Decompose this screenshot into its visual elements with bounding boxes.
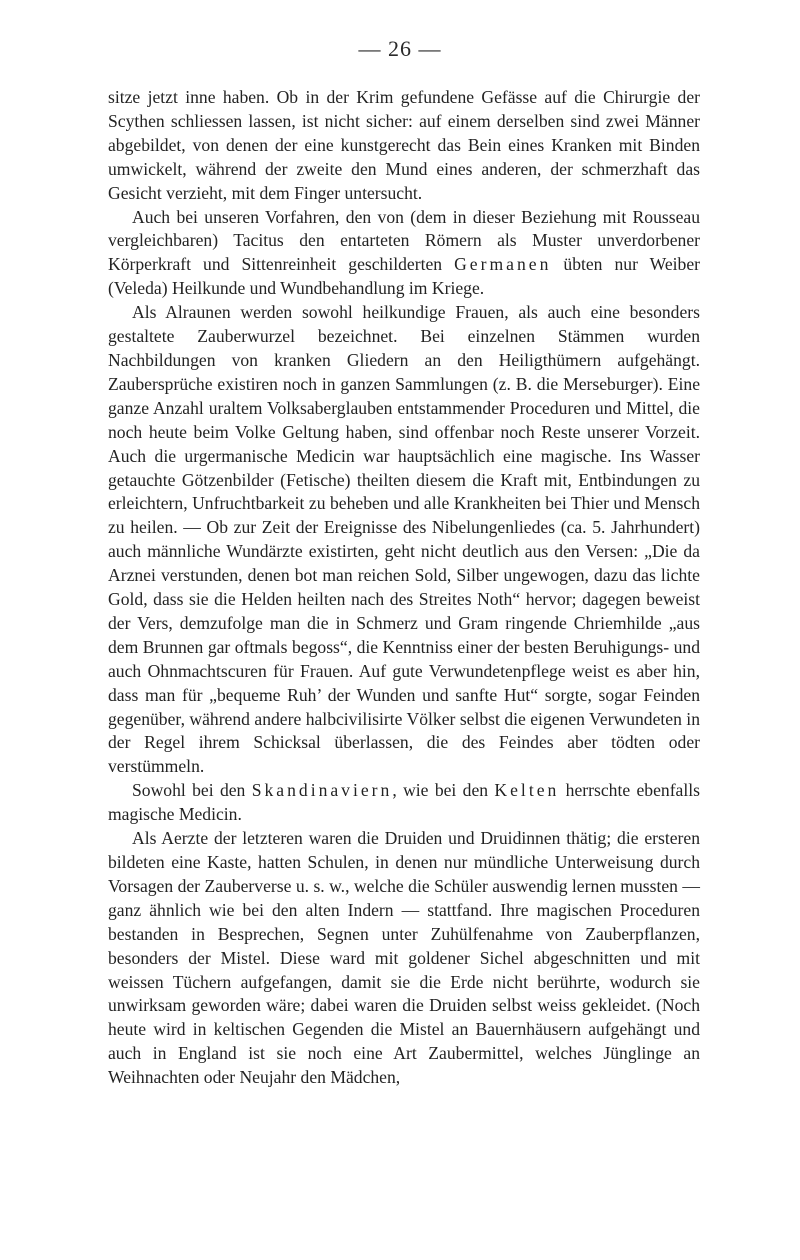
- paragraph: [108, 827, 700, 1090]
- paragraph-text: Als Aerzte der letzteren waren die Druiden und Druidinnen thätig; die ersteren bildeten eine Kaste, hatten Schulen, in denen nur mündliche Unterweisung durch Vorsagen der Zauberverse u. s. w., welche die Schüler auswendig lernen mussten — ganz ähnlich wie bei den alten Indern — stattfand. Ihre magischen Proceduren bestanden in Besprechen, Segnen unter Zuhülfenahme von Zauberpflanzen, besonders der Mistel. Diese ward mit goldener Sichel abgeschnitten und mit weissen Tüchern aufgefangen, damit sie die Erde nicht berührte, wodurch sie unwirksam geworden wäre; dabei waren die Druiden selbst weiss gekleidet. (Noch heute wird in keltischen Gegenden die Mistel an Bauernhäusern aufgehängt und auch in England ist sie noch eine Art Zaubermittel, welches Jünglinge an Weihnachten oder Neujahr den Mädchen,: [108, 828, 700, 1088]
- paragraph-text: übten nur Weiber (Veleda) Heilkunde und Wundbehandlung im Kriege.: [108, 254, 701, 299]
- page-number: — 26 —: [358, 36, 442, 61]
- paragraph-text: Auch bei unseren Vorfahren, den von (dem in dieser Beziehung mit Rousseau vergleichbaren) Tacitus den entarteten Römern als Muster unverdorbener Körperkraft und Sittenreinheit geschilderten: [108, 206, 700, 275]
- paragraph-text: herrschte ebenfalls magische Medicin.: [108, 780, 700, 825]
- paragraph: [108, 779, 700, 827]
- paragraph: [108, 206, 700, 302]
- paragraph-text: , wie bei den: [392, 780, 495, 801]
- paragraph: [108, 301, 700, 779]
- emphasized-term-kelten: Kelten: [494, 780, 560, 801]
- emphasized-term-skandinaviern: Skandinaviern: [251, 780, 393, 801]
- paragraph-text: sitze jetzt inne haben. Ob in der Krim gefundene Gefässe auf die Chirurgie der Scythen schliessen lassen, ist nicht sicher: auf einem derselben sind zwei Männer abgebildet, von denen der eine kunstgerecht das Bein eines Kranken mit Binden umwickelt, während der zweite den Mund eines anderen, der schmerzhaft das Gesicht verzieht, mit dem Finger untersucht.: [108, 87, 700, 203]
- paragraph-text: Sowohl bei den: [132, 780, 252, 801]
- paragraph: [108, 86, 700, 206]
- paragraph-text: Als Alraunen werden sowohl heilkundige Frauen, als auch eine besonders gestaltete Zauberwurzel bezeichnet. Bei einzelnen Stämmen wurden Nachbildungen von kranken Gliedern an den Heiligthümern aufgehängt. Zaubersprüche existiren noch in ganzen Sammlungen (z. B. die Merseburger). Eine ganze Anzahl uraltem Volksaberglauben entstammender Proceduren und Mittel, die noch heute beim Volke Geltung haben, sind offenbar noch Reste unserer Vorzeit. Auch die urgermanische Medicin war hauptsächlich eine magische. Ins Wasser getauchte Götzenbilder (Fetische) theilten diesem die Kraft mit, Entbindungen zu erleichtern, Unfruchtbarkeit zu beheben und alle Krankheiten bei Thier und Mensch zu heilen. — Ob zur Zeit der Ereignisse des Nibelungenliedes (ca. 5. Jahrhundert) auch männliche Wundärzte existirten, geht nicht deutlich aus den Versen: „Die da Arznei verstunden, denen bot man reichen Sold, Silber ungewogen, dazu das lichte Gold, dass sie die Helden heilten nach des Streites Noth“ hervor; dagegen beweist der Vers, demzufolge man die in Schmerz und Gram ringende Chriemhilde „aus dem Brunnen gar oftmals begoss“, die Kenntniss einer der besten Beruhigungs- und auch Ohnmachtscuren für Frauen. Auf gute Verwundetenpflege weist es aber hin, dass man für „bequeme Ruh’ der Wunden und sanfte Hut“ sorgte, sogar Feinden gegenüber, während andere halbcivilisirte Völker selbst die eigenen Verwundeten in der Regel ihrem Schicksal überlassen, die des Feindes aber tödten oder verstümmeln.: [108, 302, 700, 777]
- emphasized-term-germanen: Germanen: [454, 254, 552, 275]
- body-text: [108, 86, 700, 1090]
